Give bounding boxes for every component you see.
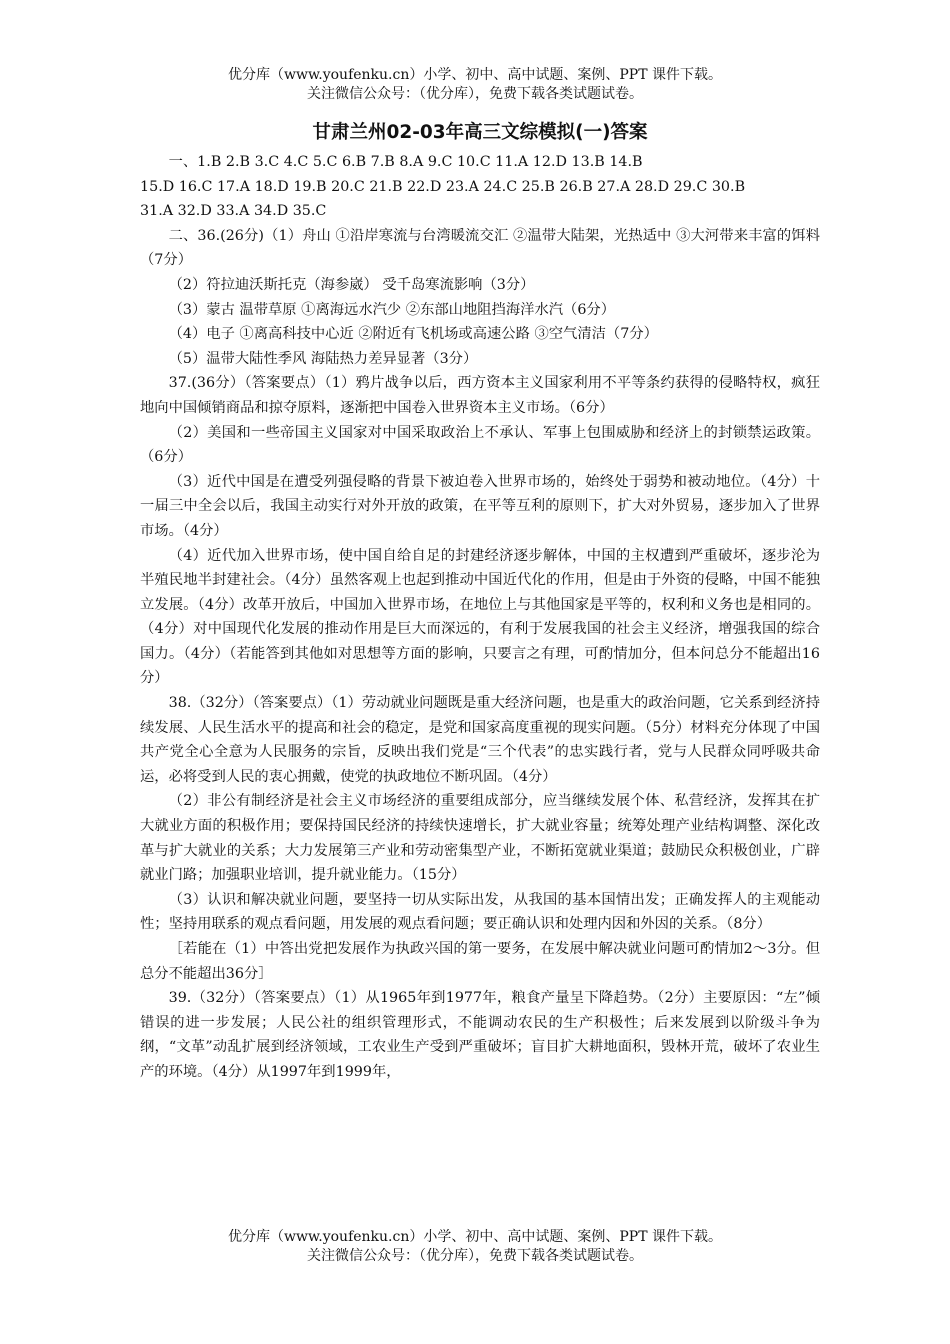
q38-part-2: （2）非公有制经济是社会主义市场经济的重要组成部分，应当继续发展个体、私营经济，发挥其在扩大就业方面的积极作用；要保持国民经济的持续快速增长，扩大就业容量；统筹处理产业结构调整、深化改革与扩大就业的关系；大力发展第三产业和劳动密集型产业，不断拓宽就业渠道；鼓励民众积极创业，广辟就业门路；加强职业培训，提升就业能力。（15分） (140, 793, 820, 884)
answers-line-1: 一、1.B 2.B 3.C 4.C 5.C 6.B 7.B 8.A 9.C 10.C 11.A 12.D 13.B 14.B (168, 154, 643, 170)
q37-part-1: 37.(36分）（答案要点）（1）鸦片战争以后，西方资本主义国家利用不平等条约获得的侵略特权，疯狂地向中国倾销商品和掠夺原料，逐渐把中国卷入世界资本主义市场。（6分） (140, 375, 820, 416)
question-39-answer (140, 986, 820, 1084)
document-title: 甘肃兰州02-03年高三文综模拟(一)答案 (312, 122, 648, 143)
header-line-2: 关注微信公众号：（优分库），免费下载各类试题试卷。 (307, 86, 643, 102)
q37-part-3: （3）近代中国是在遭受列强侵略的背景下被迫卷入世界市场的，始终处于弱势和被动地位。（4分）十一届三中全会以后，我国主动实行对外开放的政策，在平等互利的原则下，扩大对外贸易，逐步加入了世界市场。（4分） (140, 473, 820, 539)
question-37-answer (140, 371, 820, 691)
q37-part-4: （4）近代加入世界市场，使中国自给自足的封建经济逐步解体，中国的主权遭到严重破坏，逐步沦为半殖民地半封建社会。（4分）虽然客观上也起到推动中国近代化的作用，但是由于外资的侵略，中国不能独立发展。（4分）改革开放后，中国加入世界市场，在地位上与其他国家是平等的，权利和义务也是相同的。（4分）对中国现代化发展的推动作用是巨大而深远的，有利于发展我国的社会主义经济，增强我国的综合国力。（4分）（若能答到其他如对思想等方面的影响，只要言之有理，可酌情加分，但本问总分不能超出16分） (140, 547, 820, 687)
page-header (0, 66, 950, 104)
q38-part-3: （3）认识和解决就业问题，要坚持一切从实际出发，从我国的基本国情出发；正确发挥人的主观能动性；坚持用联系的观点看问题，用发展的观点看问题；要正确认识和处理内因和外因的关系。（8分） (140, 891, 820, 933)
footer-line-1: 优分库（www.youfenku.cn）小学、初中、高中试题、案例、PPT 课件下载。 (227, 1229, 722, 1245)
document-body (140, 118, 820, 1085)
q36-part-1: 二、36.(26分)（1）舟山 ①沿岸寒流与台湾暖流交汇 ②温带大陆架，光热适中 ③大河带来丰富的饵料（7分） (140, 227, 820, 269)
question-38-answer (140, 691, 820, 986)
q38-part-1: 38.（32分）（答案要点）（1）劳动就业问题既是重大经济问题，也是重大的政治问题，它关系到经济持续发展、人民生活水平的提高和社会的稳定，是党和国家高度重视的现实问题。（5分）材料充分体现了中国共产党全心全意为人民服务的宗旨，反映出我们党是“三个代表”的忠实践行者，党与人民群众同呼吸共命运，必将受到人民的衷心拥戴，使党的执政地位不断巩固。（4分） (140, 695, 820, 785)
page-footer (0, 1228, 950, 1266)
multiple-choice-answers (140, 150, 820, 224)
q39-part-1: 39.（32分）（答案要点）（1）从1965年到1977年，粮食产量呈下降趋势。（2分）主要原因：“左”倾错误的进一步发展；人民公社的组织管理形式，不能调动农民的生产积极性；后来发展到以阶级斗争为纲，“文革”动乱扩展到经济领域，工农业生产受到严重破坏；盲目扩大耕地面积，毁林开荒，破坏了农业生产的环境。（4分）从1997年到1999年， (140, 990, 820, 1080)
q36-part-4: （4）电子 ①离高科技中心近 ②附近有飞机场或高速公路 ③空气清洁（7分） (168, 326, 658, 343)
answers-line-3: 31.A 32.D 33.A 34.D 35.C (140, 203, 327, 220)
header-line-1: 优分库（www.youfenku.cn）小学、初中、高中试题、案例、PPT 课件下载。 (227, 67, 722, 83)
footer-line-2: 关注微信公众号：（优分库），免费下载各类试题试卷。 (307, 1248, 643, 1264)
q36-part-3: （3）蒙古 温带草原 ①离海远水汽少 ②东部山地阻挡海洋水汽（6分） (168, 301, 616, 318)
answers-line-2: 15.D 16.C 17.A 18.D 19.B 20.C 21.B 22.D 23.A 24.C 25.B 26.B 27.A 28.D 29.C 30.B (140, 178, 746, 195)
q38-scoring-note: ［若能在（1）中答出党把发展作为执政兴国的第一要务，在发展中解决就业问题可酌情加2～3分。但总分不能超出36分］ (140, 941, 820, 982)
question-36-answer (140, 224, 820, 372)
q36-part-2: （2）符拉迪沃斯托克（海参崴） 受千岛寒流影响（3分） (168, 276, 535, 293)
q37-part-2: （2）美国和一些帝国主义国家对中国采取政治上不承认、军事上包围威胁和经济上的封锁禁运政策。（6分） (140, 424, 820, 466)
q36-part-5: （5）温带大陆性季风 海陆热力差异显著（3分） (168, 350, 478, 367)
